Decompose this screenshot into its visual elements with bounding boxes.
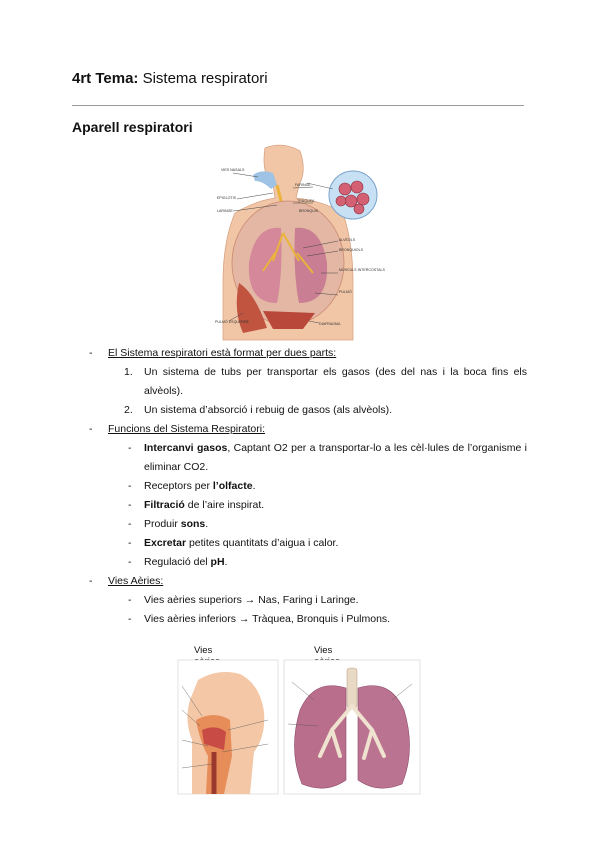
section-heading: Aparell respiratori [72,119,193,135]
upper-airways-illustration [178,660,278,794]
list-item: - Produir sons. [128,518,209,530]
svg-text:BRONQUIOLS: BRONQUIOLS [339,248,363,252]
svg-text:TRÀQUEA: TRÀQUEA [297,199,315,203]
svg-text:DIAFRAGMA: DIAFRAGMA [319,322,341,326]
list-item: - Filtració de l’aire inspirat. [128,499,265,511]
caption-upper-airways: Vies [194,645,213,656]
list-item: - Regulació del pH. [128,556,228,568]
list-item: - Vies Aèries: [89,575,164,587]
svg-text:BRONQUIS: BRONQUIS [299,209,319,213]
svg-text:ALVÈOLS: ALVÈOLS [339,238,356,242]
svg-text:MÚSCULS INTERCOSTALS: MÚSCULS INTERCOSTALS [339,268,385,272]
list-item: - Intercanvi gasos, Captant O2 per a transportar-lo a les cèl·lules de l’organisme i eliminar CO2. [128,442,527,473]
list-item: 1. Un sistema de tubs per transportar els gasos (des del nas i la boca fins els alvèols). [124,366,527,397]
svg-text:PULMÓ ESQUERRE: PULMÓ ESQUERRE [215,320,249,324]
list-item: - Funcions del Sistema Respiratori: [89,423,265,435]
list-item: 2. Un sistema d’absorció i rebuig de gasos (als alvèols). [124,404,393,416]
caption-lower-airways: Vies [314,645,333,656]
svg-text:FARINGE: FARINGE [295,183,311,187]
svg-text:EPIGLOTIS: EPIGLOTIS [217,196,236,200]
list-item: - El Sistema respiratori està format per dues parts: [89,347,337,359]
list-item: - Receptors per l’olfacte. [128,480,256,492]
list-item: - Vies aèries inferiors → Tràquea, Bronquis i Pulmons. [128,613,391,625]
svg-text:LARINGE: LARINGE [217,209,233,213]
respiratory-system-illustration [203,143,385,340]
list-item: - Vies aèries superiors → Nas, Faring i Laringe. [128,594,359,606]
horizontal-rule [72,105,524,106]
content-list [72,344,527,629]
list-item: - Excretar petites quantitats d’aigua i calor. [128,537,339,549]
page-title: 4rt Tema: Sistema respiratori [72,70,268,87]
lower-airways-illustration [284,660,420,794]
svg-text:VIES NASALS: VIES NASALS [221,168,245,172]
svg-text:PULMÓ: PULMÓ [339,290,352,294]
